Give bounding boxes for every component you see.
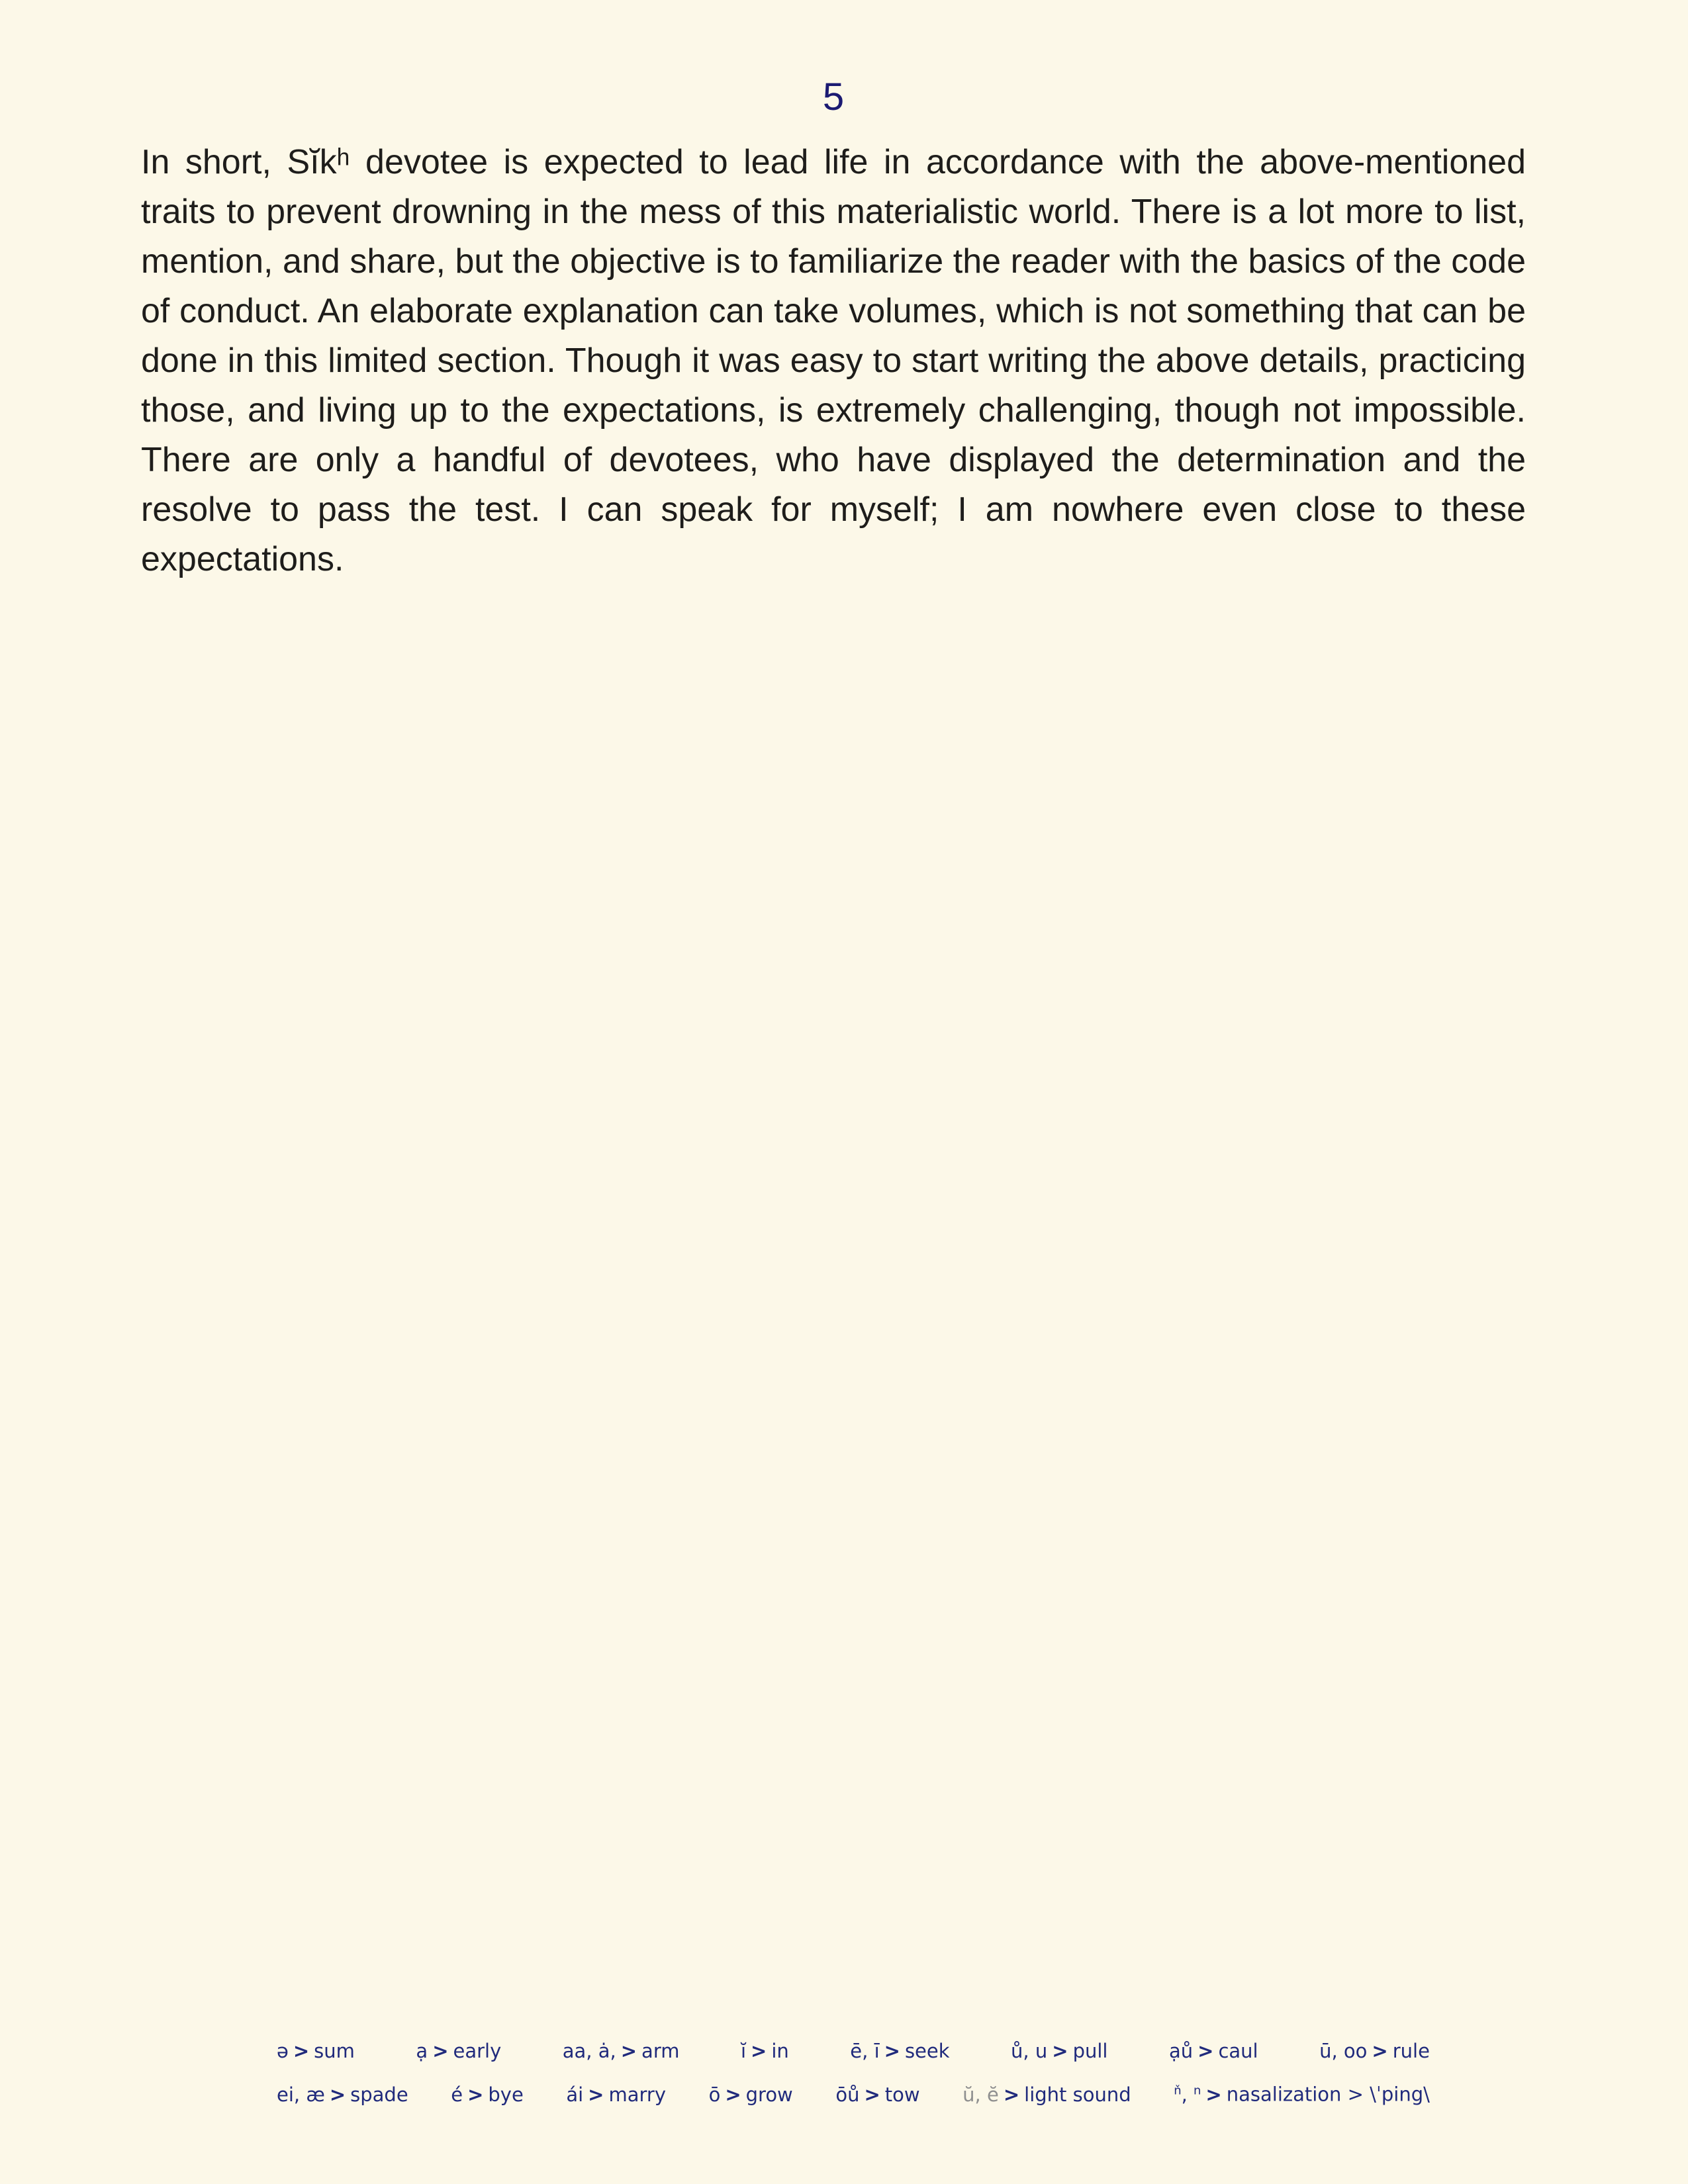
pronunciation-entry (1169, 2040, 1258, 2062)
example-word: nasalization > \ˈping\ (1226, 2083, 1430, 2106)
phoneme-symbol: ōů (835, 2083, 860, 2106)
example-word: grow (745, 2083, 793, 2106)
pronunciation-entry (1011, 2040, 1107, 2062)
pronunciation-entry (451, 2083, 524, 2106)
example-word: arm (641, 2040, 680, 2062)
phoneme-symbol: ei, æ (277, 2083, 325, 2106)
example-word: in (771, 2040, 789, 2062)
example-word: pull (1072, 2040, 1108, 2062)
example-word: tow (884, 2083, 920, 2106)
maps-to-symbol: > (1003, 2083, 1020, 2106)
example-word: caul (1218, 2040, 1258, 2062)
phoneme-symbol: ō (708, 2083, 721, 2106)
pronunciation-entry (416, 2040, 501, 2062)
pronunciation-entry (850, 2040, 949, 2062)
phoneme-symbol: ŭ, ĕ (962, 2083, 999, 2106)
page-number: 5 (822, 75, 845, 118)
pronunciation-entry (962, 2083, 1131, 2106)
maps-to-symbol: > (751, 2040, 767, 2062)
example-word: spade (350, 2083, 408, 2106)
maps-to-symbol: > (329, 2083, 346, 2106)
maps-to-symbol: > (432, 2040, 449, 2062)
maps-to-symbol: > (293, 2040, 310, 2062)
phoneme-symbol: $^ň$, $^n$ (1174, 2083, 1201, 2106)
phoneme-symbol: ạů (1168, 2040, 1194, 2062)
pronunciation-entry (277, 2083, 408, 2106)
maps-to-symbol: > (884, 2040, 900, 2062)
pronunciation-row-2 (277, 2079, 1430, 2106)
pronunciation-entry (741, 2040, 789, 2062)
example-word: light sound (1024, 2083, 1131, 2106)
example-word: early (453, 2040, 502, 2062)
phoneme-symbol: ĭ (740, 2040, 747, 2062)
maps-to-symbol: > (467, 2083, 484, 2106)
pronunciation-entry (1319, 2040, 1430, 2062)
example-word: bye (488, 2083, 524, 2106)
maps-to-symbol: > (864, 2083, 880, 2106)
example-word: marry (608, 2083, 667, 2106)
pronunciation-entry (709, 2083, 793, 2106)
pronunciation-entry (277, 2040, 355, 2062)
example-word: seek (904, 2040, 950, 2062)
maps-to-symbol: > (588, 2083, 604, 2106)
phoneme-symbol: ē, ī (850, 2040, 880, 2062)
phoneme-symbol: ū, oo (1319, 2040, 1368, 2062)
pronunciation-entry (563, 2040, 680, 2062)
example-word: sum (314, 2040, 355, 2062)
maps-to-symbol: > (1205, 2083, 1222, 2106)
phoneme-symbol: ái (566, 2083, 584, 2106)
example-word: rule (1392, 2040, 1430, 2062)
phoneme-symbol: é (451, 2083, 463, 2106)
maps-to-symbol: > (725, 2083, 741, 2106)
maps-to-symbol: > (1197, 2040, 1214, 2062)
pronunciation-row-1 (277, 2040, 1430, 2062)
maps-to-symbol: > (1052, 2040, 1068, 2062)
phoneme-symbol: ů, u (1011, 2040, 1048, 2062)
pronunciation-entry (566, 2083, 666, 2106)
pronunciation-entry (835, 2083, 919, 2106)
pronunciation-guide-footer (277, 2040, 1430, 2106)
phoneme-symbol: aa, ȧ, (562, 2040, 616, 2062)
maps-to-symbol: > (1372, 2040, 1388, 2062)
phoneme-symbol: ạ (416, 2040, 428, 2062)
pronunciation-entry (1174, 2079, 1430, 2106)
phoneme-symbol: ə (277, 2040, 289, 2062)
maps-to-symbol: > (620, 2040, 637, 2062)
body-paragraph: In short, Sĭkʰ devotee is expected to lead life in accordance with the above-mentioned traits to prevent drowning in the mess of this materialistic world. There is a lot more to list, mention, and share, but the objective is to familiarize the reader with the basics of the code of conduct. An elaborate explanation can take volumes, which is not something that can be done in this limited section. Though it was easy to start writing the above details, practicing those, and living up to the expectations, is extremely challenging, though not impossible. There are only a handful of devotees, who have displayed the determination and the resolve to pass the test. I can speak for myself; I am nowhere even close to these expectations. (141, 143, 1526, 578)
